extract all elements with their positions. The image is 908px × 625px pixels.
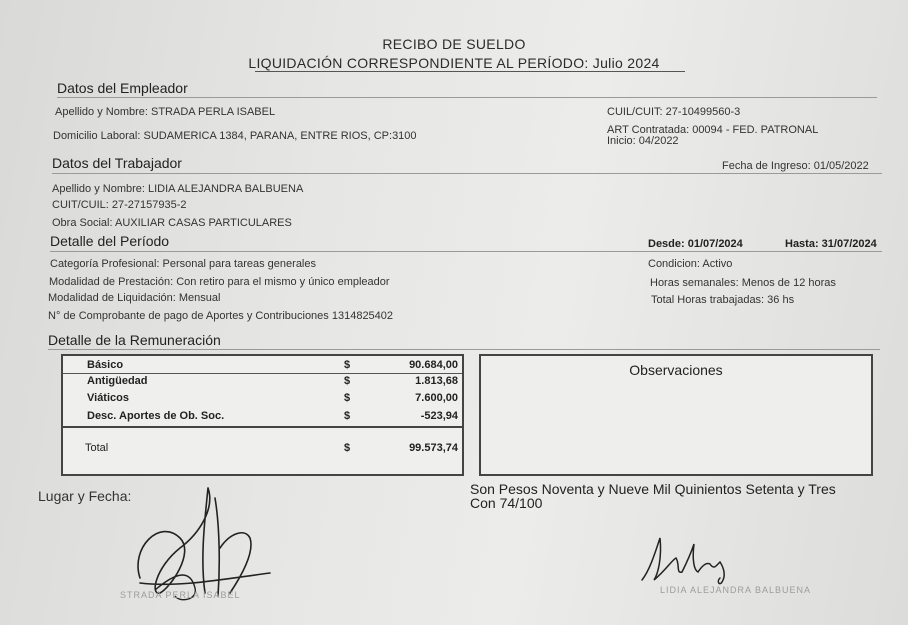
period-from: Desde: 01/07/2024 — [648, 238, 743, 250]
row-concept: Básico — [87, 359, 124, 371]
row-currency: $ — [344, 359, 351, 371]
row-divider — [63, 373, 462, 374]
period-condition: Condicion: Activo — [648, 258, 733, 270]
employer-name: Apellido y Nombre: STRADA PERLA ISABEL — [55, 106, 276, 118]
period-section-title: Detalle del Período — [50, 233, 170, 249]
row-currency: $ — [344, 375, 351, 387]
row-currency: $ — [344, 410, 351, 422]
total-amount: 99.573,74 — [409, 442, 458, 454]
row-currency: $ — [344, 392, 351, 404]
worker-signature — [636, 530, 746, 590]
employer-signature-label: STRADA PERLA ISABEL — [120, 590, 241, 600]
row-amount: 1.813,68 — [415, 375, 458, 387]
remuneration-section-title: Detalle de la Remuneración — [48, 332, 221, 348]
receipt-title: RECIBO DE SUELDO — [382, 36, 526, 52]
worker-signature-label: LIDIA ALEJANDRA BALBUENA — [660, 585, 812, 595]
section-divider — [57, 97, 877, 98]
section-divider — [48, 349, 880, 350]
period-service-mode: Modalidad de Prestación: Con retiro para el mismo y único empleador — [49, 276, 390, 288]
place-date-label: Lugar y Fecha: — [38, 488, 132, 504]
period-category: Categoría Profesional: Personal para tareas generales — [50, 258, 316, 270]
receipt-period-title: LIQUIDACIÓN CORRESPONDIENTE AL PERÍODO: Julio 2024 — [248, 55, 660, 71]
amount-in-words-cents: Con 74/100 — [470, 495, 543, 511]
observations-box — [479, 354, 873, 476]
period-total-hours: Total Horas trabajadas: 36 hs — [651, 294, 795, 306]
period-weekly-hours: Horas semanales: Menos de 12 horas — [650, 277, 836, 289]
row-amount: -523,94 — [420, 410, 458, 422]
table-row — [63, 392, 462, 408]
section-divider — [50, 251, 882, 252]
row-amount: 7.600,00 — [415, 392, 458, 404]
employer-start: Inicio: 04/2022 — [607, 135, 679, 147]
period-payment-receipt: N° de Comprobante de pago de Aportes y Contribuciones 1314825402 — [48, 310, 394, 322]
amount-in-words: Son Pesos Noventa y Nueve Mil Quinientos Setenta y Tres — [470, 481, 836, 497]
row-concept: Desc. Aportes de Ob. Soc. — [87, 410, 225, 422]
worker-name: Apellido y Nombre: LIDIA ALEJANDRA BALBUENA — [52, 183, 304, 195]
table-row — [63, 375, 462, 391]
total-label: Total — [85, 442, 109, 454]
employer-art: ART Contratada: 00094 - FED. PATRONAL — [607, 124, 819, 136]
table-row — [63, 410, 462, 426]
period-settlement-mode: Modalidad de Liquidación: Mensual — [48, 292, 221, 304]
employer-section-title: Datos del Empleador — [57, 80, 188, 96]
worker-cuil: CUIT/CUIL: 27-27157935-2 — [52, 199, 187, 211]
worker-hire-date: Fecha de Ingreso: 01/05/2022 — [722, 160, 869, 172]
employer-cuit: CUIL/CUIT: 27-10499560-3 — [607, 106, 741, 118]
worker-section-title: Datos del Trabajador — [52, 155, 182, 171]
row-amount: 90.684,00 — [409, 359, 458, 371]
total-divider — [63, 426, 462, 428]
period-to: Hasta: 31/07/2024 — [785, 238, 877, 250]
section-divider — [52, 173, 882, 174]
row-concept: Viáticos — [87, 392, 129, 404]
row-concept: Antigüedad — [87, 375, 148, 387]
worker-health-insurance: Obra Social: AUXILIAR CASAS PARTICULARES — [52, 217, 292, 229]
title-underline — [255, 71, 685, 72]
remuneration-table — [61, 354, 464, 476]
observations-title: Observaciones — [629, 362, 723, 378]
employer-address: Domicilio Laboral: SUDAMERICA 1384, PARANA, ENTRE RIOS, CP:3100 — [53, 130, 417, 142]
total-currency: $ — [344, 442, 351, 454]
